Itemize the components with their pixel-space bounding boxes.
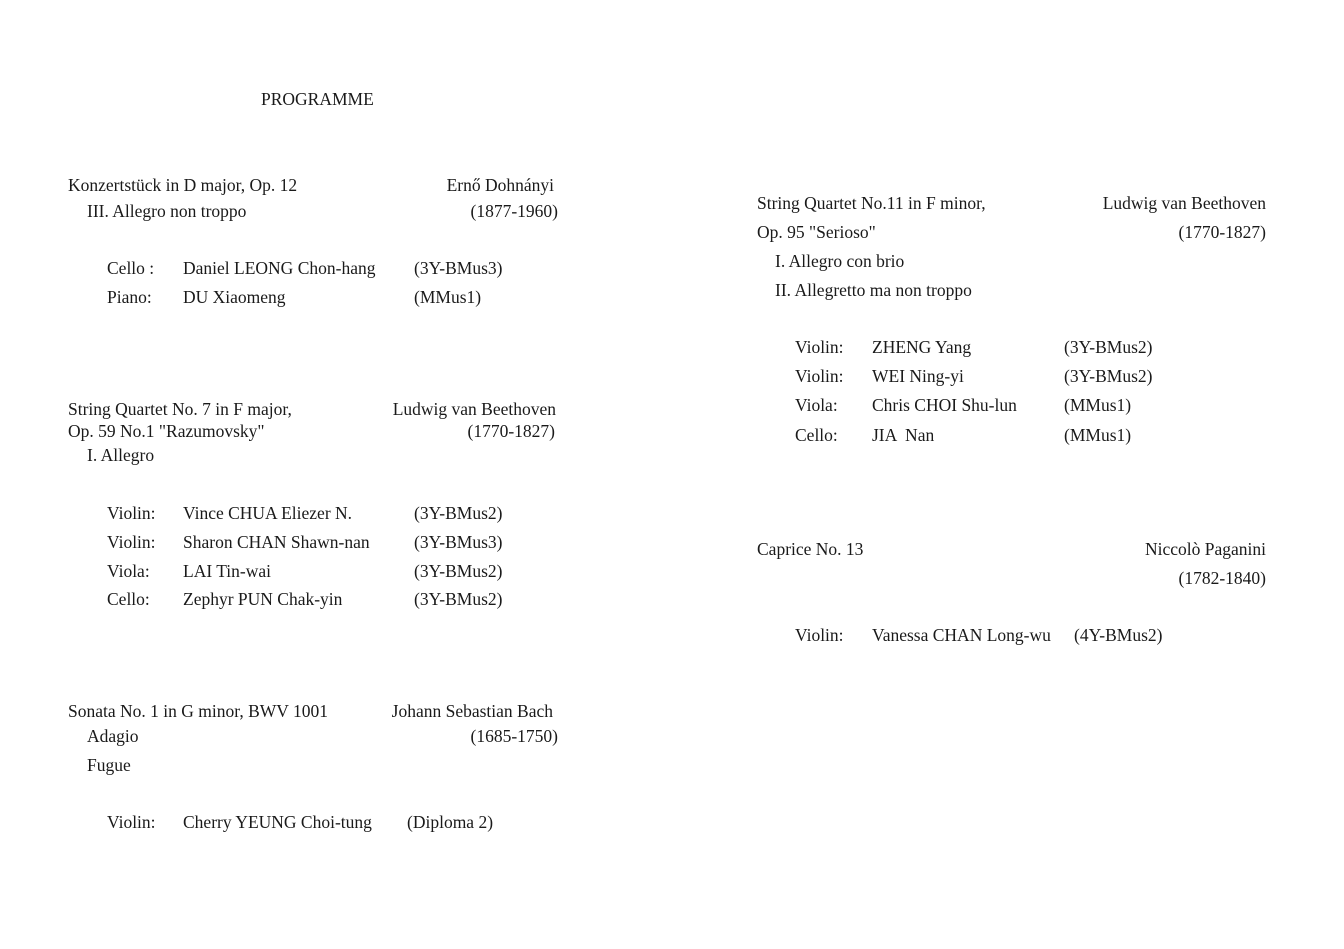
performer-name: Cherry YEUNG Choi-tung xyxy=(183,812,372,832)
movement: II. Allegretto ma non troppo xyxy=(775,280,972,300)
composer-name: Ludwig van Beethoven xyxy=(392,399,556,419)
performer-name: Vince CHUA Eliezer N. xyxy=(183,503,353,523)
performer-program: (4Y-BMus2) xyxy=(1074,625,1163,645)
performer-program: (MMus1) xyxy=(414,287,482,307)
composer-name: Johann Sebastian Bach xyxy=(391,701,553,721)
performer-instrument: Viola: xyxy=(795,395,838,415)
performer-program: (3Y-BMus2) xyxy=(414,561,503,581)
performer-instrument: Cello : xyxy=(107,258,155,278)
performer-program: (3Y-BMus2) xyxy=(1064,337,1153,357)
performer-instrument: Cello: xyxy=(107,589,150,609)
performer-program: (MMus1) xyxy=(1064,425,1132,445)
movement: I. Allegro xyxy=(87,445,155,465)
piece-title: Sonata No. 1 in G minor, BWV 1001 xyxy=(68,701,329,721)
performer-instrument: Violin: xyxy=(107,532,156,552)
performer-name: Chris CHOI Shu-lun xyxy=(872,395,1017,415)
piece-title-line-2: Op. 59 No.1 "Razumovsky" xyxy=(68,421,265,441)
movement: Adagio xyxy=(87,726,139,746)
composer-years: (1782-1840) xyxy=(1178,568,1266,588)
performer-program: (3Y-BMus2) xyxy=(414,503,503,523)
performer-program: (3Y-BMus3) xyxy=(414,532,503,552)
composer-years: (1770-1827) xyxy=(467,421,555,441)
piece-title: String Quartet No.11 in F minor, xyxy=(757,193,986,213)
performer-program: (3Y-BMus2) xyxy=(1064,366,1153,386)
performer-instrument: Violin: xyxy=(795,366,844,386)
performer-instrument: Viola: xyxy=(107,561,150,581)
performer-name: ZHENG Yang xyxy=(872,337,972,357)
piece-title: Konzertstück in D major, Op. 12 xyxy=(68,175,298,195)
performer-name: LAI Tin-wai xyxy=(183,561,271,581)
performer-name: Vanessa CHAN Long-wu xyxy=(872,625,1051,645)
piece-title: String Quartet No. 7 in F major, xyxy=(68,399,292,419)
performer-name: Zephyr PUN Chak-yin xyxy=(183,589,343,609)
movement: III. Allegro non troppo xyxy=(87,201,247,221)
performer-instrument: Violin: xyxy=(795,337,844,357)
performer-instrument: Violin: xyxy=(107,812,156,832)
composer-name: Niccolò Paganini xyxy=(1144,539,1266,559)
composer-years: (1770-1827) xyxy=(1178,222,1266,242)
performer-instrument: Violin: xyxy=(795,625,844,645)
performer-program: (MMus1) xyxy=(1064,395,1132,415)
performer-name: DU Xiaomeng xyxy=(183,287,286,307)
movement: Fugue xyxy=(87,755,131,775)
piece-title-line-2: Op. 95 "Serioso" xyxy=(757,222,876,242)
performer-name: WEI Ning-yi xyxy=(872,366,964,386)
composer-years: (1877-1960) xyxy=(470,201,558,221)
performer-name: Sharon CHAN Shawn-nan xyxy=(183,532,370,552)
piece-title: Caprice No. 13 xyxy=(757,539,864,559)
performer-program: (3Y-BMus2) xyxy=(414,589,503,609)
performer-instrument: Violin: xyxy=(107,503,156,523)
movement: I. Allegro con brio xyxy=(775,251,905,271)
performer-program: (Diploma 2) xyxy=(407,812,494,832)
performer-name: JIA Nan xyxy=(872,425,935,445)
performer-program: (3Y-BMus3) xyxy=(414,258,503,278)
performer-name: Daniel LEONG Chon-hang xyxy=(183,258,376,278)
performer-instrument: Piano: xyxy=(107,287,152,307)
performer-instrument: Cello: xyxy=(795,425,838,445)
page-heading: PROGRAMME xyxy=(261,89,374,109)
composer-years: (1685-1750) xyxy=(470,726,558,746)
composer-name: Ernő Dohnányi xyxy=(446,175,554,195)
composer-name: Ludwig van Beethoven xyxy=(1102,193,1266,213)
